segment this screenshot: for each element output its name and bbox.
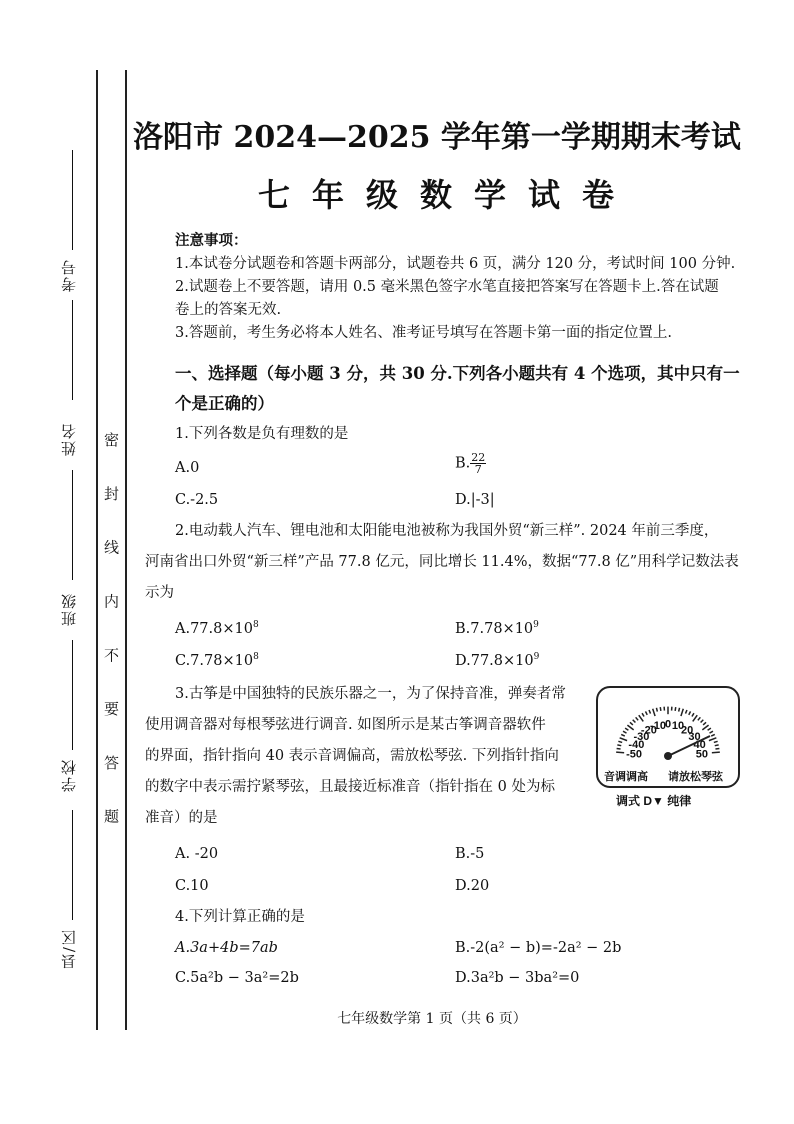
tuner-tick-label: 50	[695, 748, 709, 761]
q1-option-d: D.|-3|	[455, 492, 495, 508]
school-blank[interactable]	[72, 810, 73, 920]
q2-a-exp: 8	[252, 620, 259, 630]
q2-line1: 2.电动载人汽车、锂电池和太阳能电池被称为我国外贸“新三样”. 2024 年前三季度，	[175, 523, 719, 539]
tuner-tick	[618, 741, 622, 742]
tuner-tick-label: 0	[664, 718, 672, 731]
exam-number-label: 考号	[60, 258, 78, 292]
q2-b-base: B.7.78×10	[455, 620, 534, 637]
notes-heading: 注意事项：	[175, 232, 248, 249]
tuner-tick	[617, 745, 621, 746]
note-1: 1.本试卷分试题卷和答题卡两部分，试题卷共 6 页，满分 120 分，考试时间 100 分钟.	[175, 256, 736, 272]
tuner-tick	[708, 728, 711, 730]
school-label: 学校	[60, 758, 78, 792]
tuner-tick	[692, 713, 694, 716]
tuner-tick	[617, 748, 621, 749]
tuner-tick	[681, 709, 683, 716]
q2-d-base: D.77.8×10	[455, 652, 534, 669]
q3-line4: 的数字中表示需拧紧琴弦，且最接近标准音（指针指在 0 处为标	[145, 779, 555, 795]
tuner-tick	[623, 731, 626, 733]
note-3: 3.答题前，考生务必将本人姓名、准考证号填写在答题卡第一面的指定位置上.	[175, 325, 672, 341]
q3-option-d: D.20	[455, 878, 490, 894]
tuner-tick	[645, 711, 647, 714]
class-blank[interactable]	[72, 640, 73, 750]
q2-option-a	[175, 620, 259, 637]
tuner-tick-label: -40	[628, 739, 645, 752]
tuner-tick	[656, 708, 657, 712]
tuner-tick	[633, 720, 636, 723]
q3-line2: 使用调音器对每根琴弦进行调音. 如图所示是某古筝调音器软件	[145, 717, 546, 733]
tuner-tick	[689, 711, 691, 714]
tuner-tick	[636, 717, 638, 720]
tuner-tick	[679, 708, 680, 712]
tuner-tick	[653, 709, 655, 716]
tuner-tick	[642, 713, 644, 716]
q2-option-b	[455, 620, 539, 637]
q4-option-c: C.5a²b − 3a²=2b	[175, 970, 299, 986]
q2-c-base: C.7.78×10	[175, 652, 254, 669]
name-blank[interactable]	[72, 470, 73, 580]
tuner-tick	[620, 738, 627, 741]
q4-option-a: A.3a+4b=7ab	[175, 940, 278, 956]
q1-option-b	[455, 452, 486, 475]
q2-c-exp: 8	[253, 652, 259, 662]
tuner-tick	[701, 720, 704, 723]
q1-option-b-prefix: B.	[455, 455, 471, 472]
tuner-caption: 调式 D▼ 纯律	[616, 794, 692, 808]
section-heading-line1: 一、选择题（每小题 3 分，共 30 分.下列各小题共有 4 个选项，其中只有一	[175, 364, 740, 383]
note-2-cont: 卷上的答案无效.	[175, 302, 282, 318]
tuner-tick	[649, 710, 650, 714]
exam-title: 洛阳市 2024—2025 学年第一学期期末考试	[133, 120, 741, 155]
tuner-tick	[715, 748, 719, 749]
q1-fraction-numerator: 22	[471, 451, 486, 464]
tuner-tick	[630, 722, 633, 725]
tuner-tick	[715, 745, 719, 746]
q1-fraction-denominator: 7	[474, 463, 482, 476]
q3-option-a: A. -20	[175, 846, 219, 862]
q1-option-c: C.-2.5	[175, 492, 219, 508]
tuner-tick	[710, 731, 713, 733]
tuner-label-left: 音调调高	[604, 771, 648, 783]
class-label: 班级	[60, 592, 78, 626]
tuner-tick	[698, 717, 700, 720]
q2-line3: 示为	[145, 585, 174, 601]
q3-option-b: B.-5	[455, 846, 485, 862]
tuner-tick	[639, 715, 643, 721]
note-2: 2.试题卷上不要答题，请用 0.5 毫米黑色签字水笔直接把答案写在答题卡上.答在试题	[175, 279, 719, 295]
tuner-tick	[616, 752, 624, 753]
tuner-tick	[625, 728, 628, 730]
tuner-tick	[709, 738, 716, 741]
name-label: 姓名	[60, 422, 78, 456]
q2-line2: 河南省出口外贸“新三样”产品 77.8 亿元，同比增长 11.4%，数据“77.8 亿”用科学记数法表	[145, 554, 739, 570]
q3-line1: 3.古筝是中国独特的民族乐器之一，为了保持音准，弹奏者常	[175, 686, 566, 702]
tuner-pivot	[664, 752, 672, 760]
tuner-tick-label: -30	[633, 730, 650, 743]
tuner-tick	[685, 710, 686, 714]
page-footer: 七年级数学第 1 页（共 6 页）	[337, 1011, 527, 1027]
q4-stem: 4.下列计算正确的是	[175, 909, 305, 925]
tuner-tick	[711, 734, 715, 736]
seal-notice: 密 封 线 内 不 要 答 题	[102, 432, 120, 841]
tuner-tick	[627, 725, 633, 730]
tuner-tick-label: 20	[680, 724, 694, 737]
q2-option-c	[175, 652, 259, 669]
tuner-tick-label: -10	[650, 720, 666, 733]
tuner-tick-label: -50	[626, 748, 643, 761]
exam-subtitle: 七年级数学试卷	[257, 176, 636, 214]
tuner-label-right: 请放松琴弦	[668, 771, 723, 783]
tuner-tick-label: 40	[693, 739, 706, 752]
q2-b-exp: 9	[533, 620, 539, 630]
tuner-tick	[703, 722, 706, 725]
q1-option-a: A.0	[175, 460, 200, 476]
q4-option-b: B.-2(a² − b)=-2a² − 2b	[455, 940, 622, 956]
tuner-tick	[712, 752, 720, 753]
q1-fraction	[470, 452, 486, 475]
tuner-tick	[675, 707, 676, 711]
tuner-tick-label: 10	[671, 720, 685, 733]
q1-stem: 1.下列各数是负有理数的是	[175, 426, 349, 442]
q3-line5: 准音）的是	[145, 810, 218, 826]
tuner-tick	[693, 715, 697, 721]
name-blank-top[interactable]	[72, 300, 73, 400]
tuner-tick-label: 30	[688, 730, 701, 743]
q3-option-c: C.10	[175, 878, 209, 894]
tuner-tick	[660, 707, 661, 711]
tuner-tick	[714, 741, 718, 742]
q2-option-d	[455, 652, 539, 669]
q2-d-exp: 9	[533, 652, 540, 662]
district-label: 县/区	[60, 928, 78, 970]
section-heading-line2: 个是正确的）	[175, 394, 274, 413]
tuner-tick	[621, 734, 625, 736]
tuner-tick-label: -20	[640, 724, 657, 737]
q3-line3: 的界面，指针指向 40 表示音调偏高，需放松琴弦. 下列指针指向	[145, 748, 559, 764]
tuner-tick	[702, 725, 708, 730]
q2-a-base: A.77.8×10	[175, 620, 253, 637]
tuner-figure	[596, 686, 740, 788]
q4-option-d: D.3a²b − 3ba²=0	[455, 970, 580, 986]
